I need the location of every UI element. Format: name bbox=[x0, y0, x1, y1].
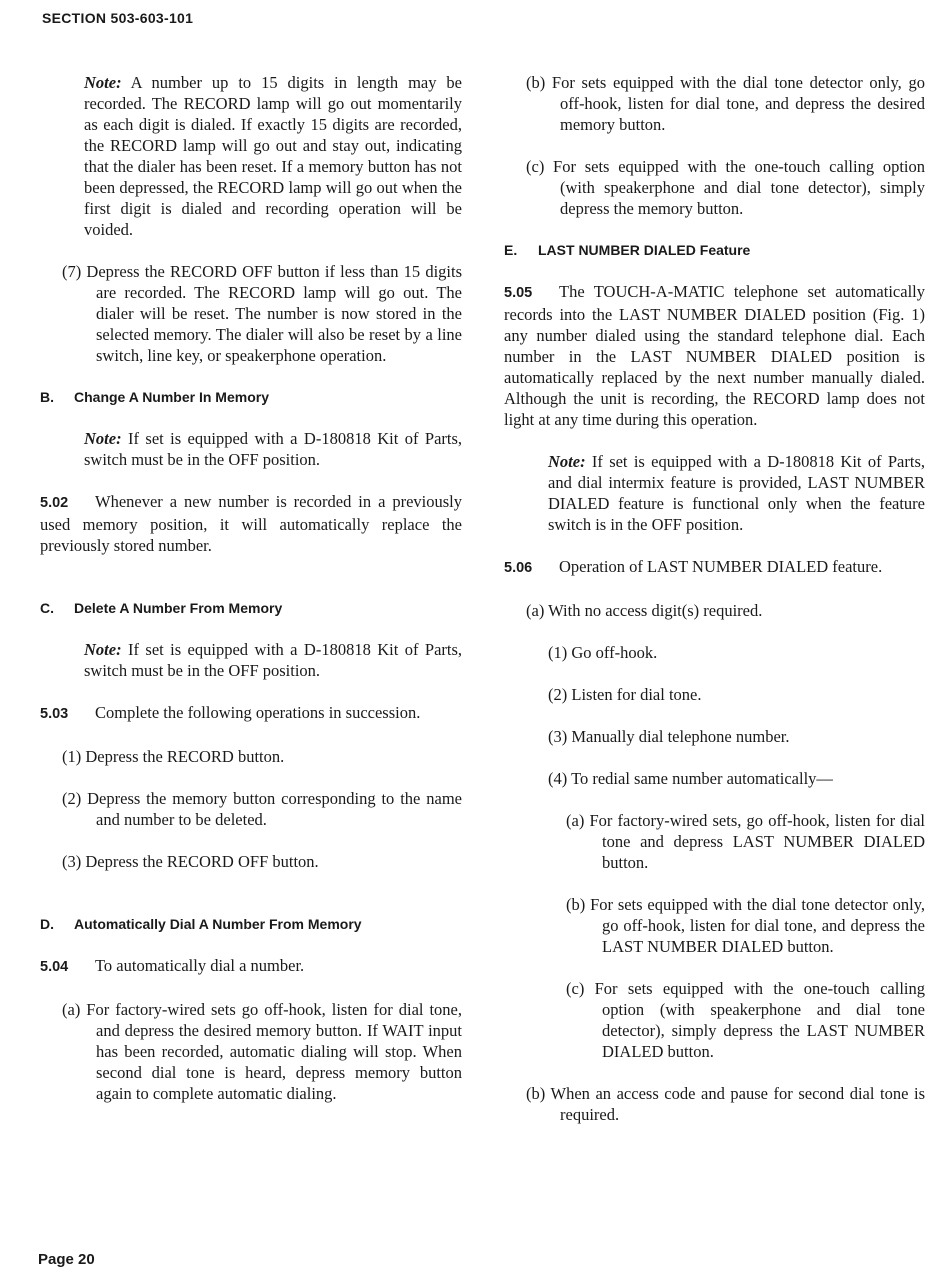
lnd-step-a4b: (b) For sets equipped with the dial tone detector only, go off-hook, listen for dial tone, and depress the LAST NUMBER DIALED button. bbox=[566, 895, 925, 956]
note-label: Note: bbox=[84, 640, 122, 659]
right-column bbox=[504, 72, 925, 1125]
paragraph-text: Complete the following operations in succession. bbox=[95, 703, 421, 722]
dial-step-b: (b) For sets equipped with the dial tone detector only, go off-hook, listen for dial tone, and depress the desired memory button. bbox=[526, 73, 925, 134]
heading-letter: B. bbox=[40, 389, 54, 405]
delete-step-2: (2) Depress the memory button corresponding to the name and number to be deleted. bbox=[62, 789, 462, 829]
dial-step-c: (c) For sets equipped with the one-touch calling option (with speakerphone and dial tone detector), simply depress the memory button. bbox=[526, 157, 925, 218]
heading-e bbox=[504, 240, 925, 260]
note-text: If set is equipped with a D-180818 Kit of Parts, switch must be in the OFF position. bbox=[84, 429, 463, 469]
paragraph-5-03 bbox=[40, 702, 462, 725]
lnd-step-a4a: (a) For factory-wired sets, go off-hook, listen for dial tone and depress LAST NUMBER DIALED button. bbox=[566, 811, 925, 872]
heading-text: Automatically Dial A Number From Memory bbox=[74, 916, 362, 932]
left-column bbox=[40, 72, 462, 1104]
heading-text: Change A Number In Memory bbox=[74, 389, 269, 405]
heading-letter: D. bbox=[40, 916, 54, 932]
paragraph-number: 5.03 bbox=[40, 706, 69, 722]
heading-b bbox=[40, 387, 462, 407]
paragraph-5-04 bbox=[40, 955, 462, 978]
lnd-step-a3: (3) Manually dial telephone number. bbox=[548, 727, 790, 746]
paragraph-5-05 bbox=[504, 281, 925, 430]
note-label: Note: bbox=[548, 452, 586, 471]
lnd-step-a: (a) With no access digit(s) required. bbox=[526, 601, 763, 620]
paragraph-5-02 bbox=[40, 491, 462, 556]
page-number: Page 20 bbox=[38, 1251, 95, 1268]
note-text: If set is equipped with a D-180818 Kit of Parts, switch must be in the OFF position. bbox=[84, 640, 463, 680]
paragraph-5-06 bbox=[504, 556, 925, 579]
note-delete-number bbox=[84, 639, 462, 681]
delete-step-1: (1) Depress the RECORD button. bbox=[62, 747, 285, 766]
lnd-step-a1: (1) Go off-hook. bbox=[548, 643, 658, 662]
paragraph-text: The TOUCH-A-MATIC telephone set automatically records into the LAST NUMBER DIALED position (Fig. 1) any number dialed using the standard telephone dial. Each number in the LAST NUMBER DIALED position is automatically replaced by the next number manually dialed. Although the unit is recording, the RECORD lamp does not light at any time during this operation. bbox=[504, 282, 925, 429]
lnd-step-a2: (2) Listen for dial tone. bbox=[548, 685, 702, 704]
delete-step-3: (3) Depress the RECORD OFF button. bbox=[62, 852, 319, 871]
paragraph-number: 5.04 bbox=[40, 959, 69, 975]
heading-c bbox=[40, 598, 462, 618]
heading-text: Delete A Number From Memory bbox=[74, 600, 283, 616]
note-change-number bbox=[84, 428, 462, 470]
note-record-digits bbox=[84, 72, 462, 240]
heading-text: LAST NUMBER DIALED Feature bbox=[538, 242, 751, 258]
note-label: Note: bbox=[84, 73, 122, 92]
note-label: Note: bbox=[84, 429, 122, 448]
paragraph-text: Whenever a new number is recorded in a previously used memory position, it will automatically replace the previously stored number. bbox=[40, 492, 462, 555]
lnd-step-a4: (4) To redial same number automatically— bbox=[548, 769, 833, 788]
paragraph-text: To automatically dial a number. bbox=[95, 956, 305, 975]
paragraph-number: 5.06 bbox=[504, 560, 533, 576]
note-text: If set is equipped with a D-180818 Kit of Parts, and dial intermix feature is provided, LAST NUMBER DIALED feature is functional only when the feature switch is in the OFF position. bbox=[548, 452, 926, 534]
lnd-step-a4c: (c) For sets equipped with the one-touch calling option (with speakerphone and dial tone detector), simply depress the LAST NUMBER DIALED button. bbox=[566, 979, 925, 1061]
heading-d bbox=[40, 914, 462, 934]
lnd-step-b: (b) When an access code and pause for second dial tone is required. bbox=[526, 1084, 925, 1124]
paragraph-text: Operation of LAST NUMBER DIALED feature. bbox=[559, 557, 883, 576]
dial-step-a: (a) For factory-wired sets go off-hook, listen for dial tone, and depress the desired memory button. If WAIT input has been recorded, automatic dialing will stop. When second dial tone is heard, depress memory button again to complete automatic dialing. bbox=[62, 1000, 462, 1103]
heading-letter: E. bbox=[504, 242, 518, 258]
note-last-number bbox=[548, 451, 925, 535]
note-text: A number up to 15 digits in length may be recorded. The RECORD lamp will go out momentarily as each digit is dialed. If exactly 15 digits are recorded, the RECORD lamp will go out and stay out, indicating that the dialer has been reset. If a memory button has not been depressed, the RECORD lamp will go out when the first digit is dialed and recording operation will be voided. bbox=[84, 73, 462, 239]
paragraph-number: 5.05 bbox=[504, 285, 533, 301]
section-header: SECTION 503-603-101 bbox=[42, 10, 194, 26]
heading-letter: C. bbox=[40, 600, 54, 616]
step-7: (7) Depress the RECORD OFF button if less than 15 digits are recorded. The RECORD lamp will go out. The dialer will be reset. The number is now stored in the selected memory. The dialer will also be reset by a line switch, line key, or speakerphone operation. bbox=[62, 262, 462, 365]
paragraph-number: 5.02 bbox=[40, 495, 69, 511]
